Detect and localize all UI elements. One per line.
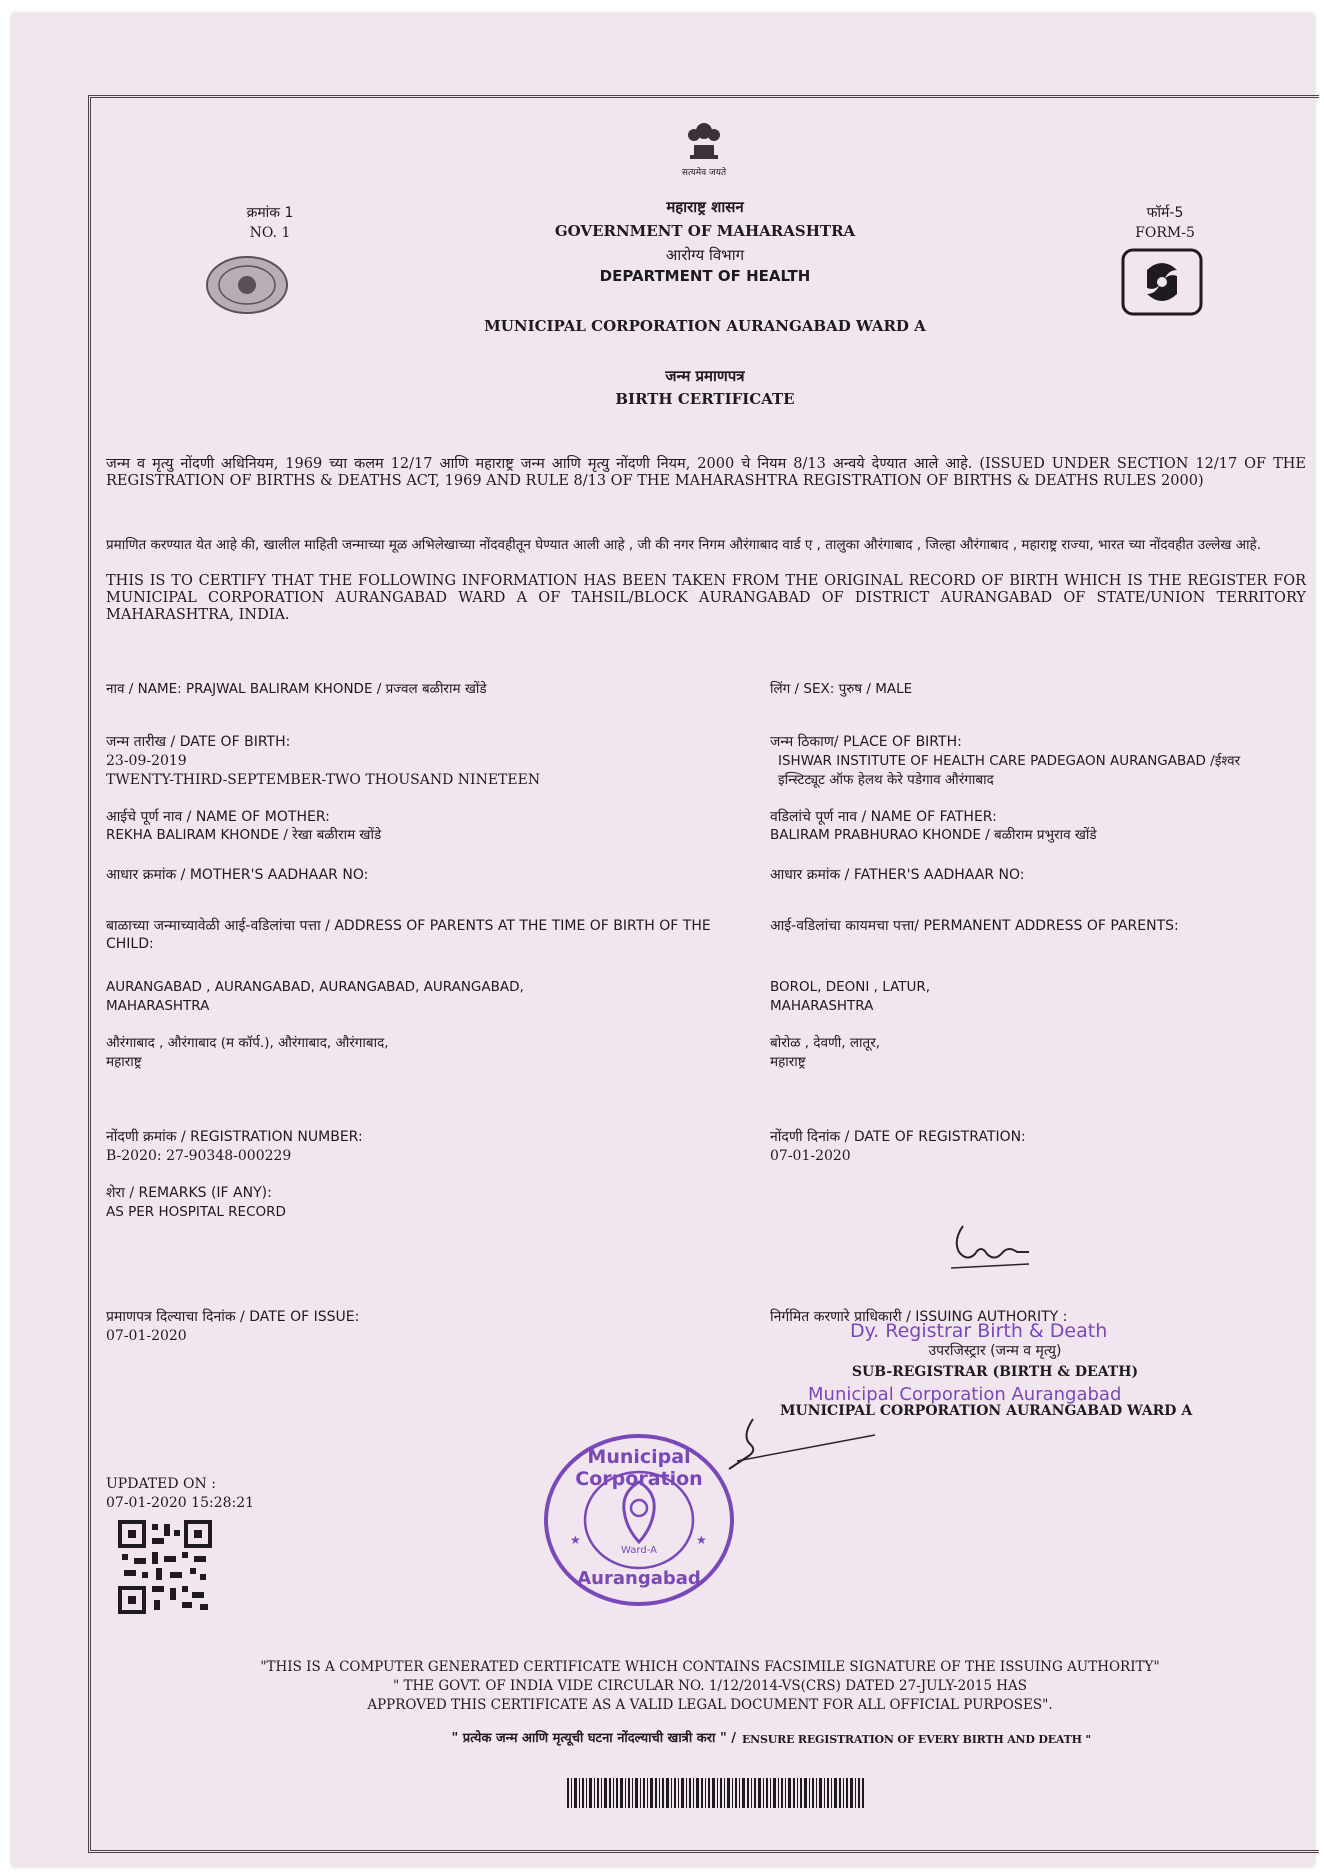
- issued-under-paragraph: जन्म व मृत्यु नोंदणी अधिनियम, 1969 च्या कलम 12/17 आणि महाराष्ट्र जन्म आणि मृत्यु नोंदणी नियम, 2000 चे नियम 8/13 अन्वये देण्यात आले आहे. (ISSUED UNDER SECTION 12/17 OF THE REGISTRATION OF BIRTHS & DEATHS ACT, 1969 AND RULE 8/13 OF THE MAHARASHTRA REGISTRATION OF BIRTHS & DEATHS RULES 2000): [106, 456, 1306, 489]
- corporation-stamp: Municipal Corporation Aurangabad: [808, 1384, 1122, 1405]
- svg-text:★: ★: [696, 1533, 707, 1547]
- footer-slogan-mr: " प्रत्येक जन्म आणि मृत्यूची घटना नोंदल्याची खात्री करा " /: [451, 1731, 736, 1746]
- registration-date-label: नोंदणी दिनांक / DATE OF REGISTRATION:: [770, 1129, 1026, 1145]
- permanent-address-en-2: MAHARASHTRA: [770, 998, 874, 1014]
- permanent-address-en-1: BOROL, DEONI , LATUR,: [770, 979, 931, 995]
- sex: लिंग / SEX: पुरुष / MALE: [770, 681, 913, 697]
- health-logo-icon: [1121, 248, 1203, 316]
- birth-address-mr-2: महाराष्ट्र: [106, 1054, 142, 1070]
- permanent-address-mr-1: बोरोळ , देवणी, लातूर,: [770, 1035, 881, 1051]
- mother-name-value: REKHA BALIRAM KHONDE / रेखा बळीराम खोंडे: [106, 827, 382, 843]
- father-name-label: वडिलांचे पूर्ण नाव / NAME OF FATHER:: [770, 809, 997, 825]
- pob-value-2: इन्स्टिट्यूट ऑफ हेलथ केरे पडेगाव औरंगाबाद: [778, 772, 994, 788]
- birth-address-label: बाळाच्या जन्माच्यावेळी आई-वडिलांचा पत्ता / ADDRESS OF PARENTS AT THE TIME OF BIRTH OF THE CHILD:: [106, 918, 711, 952]
- form-label-mr: फॉर्म-5: [1146, 205, 1184, 221]
- birth-address-en-1: AURANGABAD , AURANGABAD, AURANGABAD, AURANGABAD,: [106, 979, 524, 995]
- dob-words: TWENTY-THIRD-SEPTEMBER-TWO THOUSAND NINETEEN: [106, 772, 541, 788]
- issue-date-value: 07-01-2020: [106, 1328, 187, 1344]
- seal-top-text: Municipal Corporation: [575, 1446, 703, 1490]
- certify-paragraph-en: THIS IS TO CERTIFY THAT THE FOLLOWING INFORMATION HAS BEEN TAKEN FROM THE ORIGINAL RECORD OF BIRTH WHICH IS THE REGISTER FOR MUNICIPAL CORPORATION AURANGABAD WARD A OF TAHSIL/BLOCK AURANGABAD OF DISTRICT AURANGABAD OF STATE/UNION TERRITORY MAHARASHTRA, INDIA.: [106, 573, 1306, 623]
- footer-line-1: "THIS IS A COMPUTER GENERATED CERTIFICATE WHICH CONTAINS FACSIMILE SIGNATURE OF THE ISSUING AUTHORITY": [260, 1659, 1160, 1675]
- barcode-icon: [565, 1776, 867, 1810]
- certificate-title-en: BIRTH CERTIFICATE: [615, 390, 795, 408]
- father-name-value: BALIRAM PRABHURAO KHONDE / बळीराम प्रभुराव खोंडे: [770, 827, 1097, 843]
- maharashtra-seal-icon: [205, 255, 289, 315]
- mother-aadhaar-label: आधार क्रमांक / MOTHER'S AADHAAR NO:: [106, 867, 369, 883]
- corporation-name: MUNICIPAL CORPORATION AURANGABAD WARD A: [780, 1403, 1193, 1419]
- sub-registrar-mr: उपरजिस्ट्रार (जन्म व मृत्यु): [928, 1343, 1062, 1359]
- svg-text:★: ★: [570, 1533, 581, 1547]
- registration-date-value: 07-01-2020: [770, 1148, 851, 1164]
- dy-registrar-stamp: Dy. Registrar Birth & Death: [850, 1320, 1108, 1342]
- number-label-mr: क्रमांक 1: [246, 205, 294, 221]
- permanent-address-mr-2: महाराष्ट्र: [770, 1054, 806, 1070]
- footer-line-2: " THE GOVT. OF INDIA VIDE CIRCULAR NO. 1/12/2014-VS(CRS) DATED 27-JULY-2015 HAS: [392, 1678, 1028, 1694]
- registrar-signature-icon: [945, 1218, 1035, 1276]
- dob-label: जन्म तारीख / DATE OF BIRTH:: [106, 734, 291, 750]
- child-name: नाव / NAME: PRAJWAL BALIRAM KHONDE / प्रज्वल बळीराम खोंडे: [106, 681, 487, 697]
- emblem-motto: सत्यमेव जयते: [681, 168, 727, 178]
- registration-number-value: B-2020: 27-90348-000229: [106, 1148, 292, 1164]
- pob-label: जन्म ठिकाण/ PLACE OF BIRTH:: [770, 734, 962, 750]
- dob-value: 23-09-2019: [106, 753, 187, 769]
- remarks-value: AS PER HOSPITAL RECORD: [106, 1204, 286, 1220]
- remarks-label: शेरा / REMARKS (IF ANY):: [106, 1185, 272, 1201]
- permanent-address-label: आई-वडिलांचा कायमचा पत्ता/ PERMANENT ADDRESS OF PARENTS:: [770, 918, 1179, 934]
- updated-on-value: 07-01-2020 15:28:21: [106, 1495, 255, 1511]
- issuing-authority-label: निर्गमित करणारे प्राधिकारी / ISSUING AUTHORITY :: [770, 1309, 1068, 1325]
- dept-name-mr: आरोग्य विभाग: [665, 246, 745, 264]
- updated-on-label: UPDATED ON :: [106, 1476, 216, 1492]
- footer-slogan-en: ENSURE REGISTRATION OF EVERY BIRTH AND DEATH ": [742, 1733, 1091, 1746]
- municipal-corp-name: MUNICIPAL CORPORATION AURANGABAD WARD A: [484, 317, 926, 335]
- form-label-en: FORM-5: [1135, 225, 1195, 241]
- footer-line-3: APPROVED THIS CERTIFICATE AS A VALID LEGAL DOCUMENT FOR ALL OFFICIAL PURPOSES".: [367, 1697, 1053, 1713]
- authority-signature-icon: [725, 1415, 885, 1475]
- seal-center-text: Ward-A: [621, 1545, 657, 1556]
- registration-number-label: नोंदणी क्रमांक / REGISTRATION NUMBER:: [106, 1129, 363, 1145]
- number-label-en: NO. 1: [249, 225, 291, 241]
- qr-code-icon[interactable]: [118, 1520, 212, 1614]
- certificate-title-mr: जन्म प्रमाणपत्र: [665, 367, 745, 385]
- govt-name-mr: महाराष्ट्र शासन: [666, 198, 744, 216]
- father-aadhaar-label: आधार क्रमांक / FATHER'S AADHAAR NO:: [770, 867, 1025, 883]
- dept-name-en: DEPARTMENT OF HEALTH: [599, 267, 811, 285]
- pob-value-1: ISHWAR INSTITUTE OF HEALTH CARE PADEGAON AURANGABAD /ईश्वर: [778, 753, 1241, 769]
- certify-paragraph-mr: प्रमाणित करण्यात येत आहे की, खालील माहिती जन्माच्या मूळ अभिलेखाच्या नोंदवहीतून घेण्यात आली आहे , जी की नगर निगम औरंगाबाद वार्ड ए , तालुका औरंगाबाद , जिल्हा औरंगाबाद , महाराष्ट्र राज्या, भारत च्या नोंदवहीत उल्लेख आहे.: [106, 537, 1261, 553]
- mother-name-label: आईचे पूर्ण नाव / NAME OF MOTHER:: [106, 809, 330, 825]
- state-emblem-icon: [680, 115, 728, 165]
- seal-bottom-text: Aurangabad: [577, 1568, 701, 1589]
- birth-address-mr-1: औरंगाबाद , औरंगाबाद (म कॉर्प.), औरंगाबाद, औरंगाबाद,: [106, 1035, 389, 1051]
- govt-name-en: GOVERNMENT OF MAHARASHTRA: [554, 222, 856, 240]
- sub-registrar-en: SUB-REGISTRAR (BIRTH & DEATH): [851, 1364, 1139, 1380]
- issue-date-label: प्रमाणपत्र दिल्याचा दिनांक / DATE OF ISSUE:: [106, 1309, 360, 1325]
- birth-address-en-2: MAHARASHTRA: [106, 998, 210, 1014]
